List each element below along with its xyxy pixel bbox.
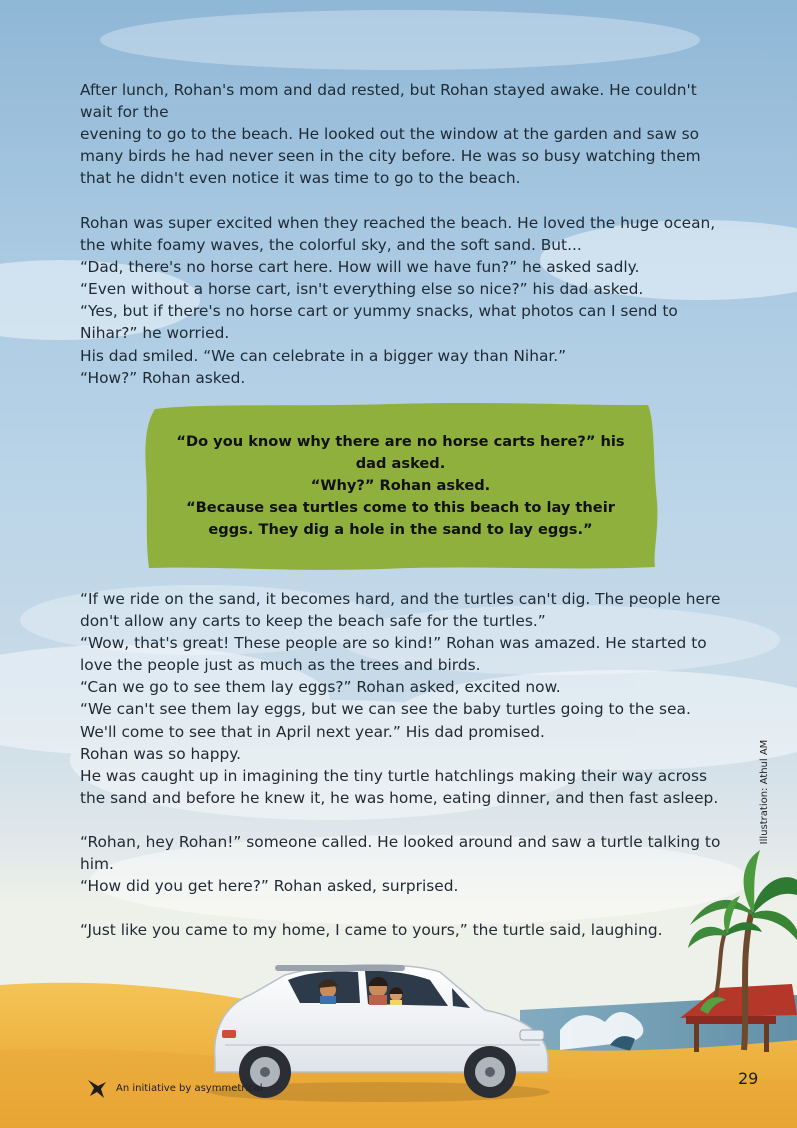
callout-line: “Why?” Rohan asked. (310, 477, 491, 494)
dialogue-callout-box (143, 401, 658, 571)
story-line: “Even without a horse cart, isn't everything else so nice?” his dad asked. (80, 280, 644, 299)
story-line: Rohan was so happy. (80, 744, 242, 763)
callout-line: “Because sea turtles come to this beach to lay their eggs. They dig a hole in the sand to lay eggs.” (186, 499, 615, 538)
story-paragraph-2 (80, 212, 730, 389)
callout-line: “Do you know why there are no horse carts here?” his dad asked. (176, 433, 625, 472)
page-number: 29 (738, 1069, 759, 1088)
story-line: “Wow, that's great! These people are so kind!” Rohan was amazed. He started to love the people just as much as the trees and birds. (80, 634, 707, 675)
story-line: “Yes, but if there's no horse cart or yummy snacks, what photos can I send to Nihar?” he worried. (80, 302, 678, 343)
story-line: “Rohan, hey Rohan!” someone called. He looked around and saw a turtle talking to him. (80, 833, 721, 874)
story-line: “If we ride on the sand, it becomes hard, and the turtles can't dig. The people here don't allow any carts to keep the beach safe for the turtles.” (80, 590, 721, 631)
footer (86, 1076, 263, 1100)
story-line: Rohan was super excited when they reached the beach. He loved the huge ocean, the white foamy waves, the colorful sky, and the soft sand. But... (80, 214, 716, 255)
story-line: His dad smiled. “We can celebrate in a bigger way than Nihar.” (80, 346, 567, 365)
story-line: “We can't see them lay eggs, but we can see the baby turtles going to the sea. We'll come to see that in April next year.” His dad promised. (80, 700, 691, 741)
footer-text: An initiative by asymmetrical (116, 1082, 263, 1094)
story-line: “Just like you came to my home, I came to yours,” the turtle said, laughing. (80, 921, 663, 939)
illustration-credit: Illustration: Athul AM (759, 739, 770, 845)
story-paragraph-1 (80, 79, 730, 189)
story-line: “Can we go to see them lay eggs?” Rohan asked, excited now. (80, 678, 561, 697)
story-line: After lunch, Rohan's mom and dad rested, but Rohan stayed awake. He couldn't wait for the (80, 81, 697, 122)
story-line: “How?” Rohan asked. (80, 368, 246, 387)
bird-logo-icon (86, 1076, 108, 1100)
story-line: He was caught up in imagining the tiny turtle hatchlings making their way across the sand and before he knew it, he was home, eating dinner, and then fast asleep. (80, 766, 719, 807)
story-paragraph-5 (80, 919, 730, 941)
story-paragraph-3 (80, 588, 730, 809)
story-line: “How did you get here?” Rohan asked, surprised. (80, 877, 459, 896)
story-line: evening to go to the beach. He looked out the window at the garden and saw so many birds he had never seen in the city before. He was so busy watching them that he didn't even notice it was time to go to the beach. (80, 125, 701, 188)
story-paragraph-4 (80, 831, 730, 897)
story-line: “Dad, there's no horse cart here. How will we have fun?” he asked sadly. (80, 258, 640, 277)
